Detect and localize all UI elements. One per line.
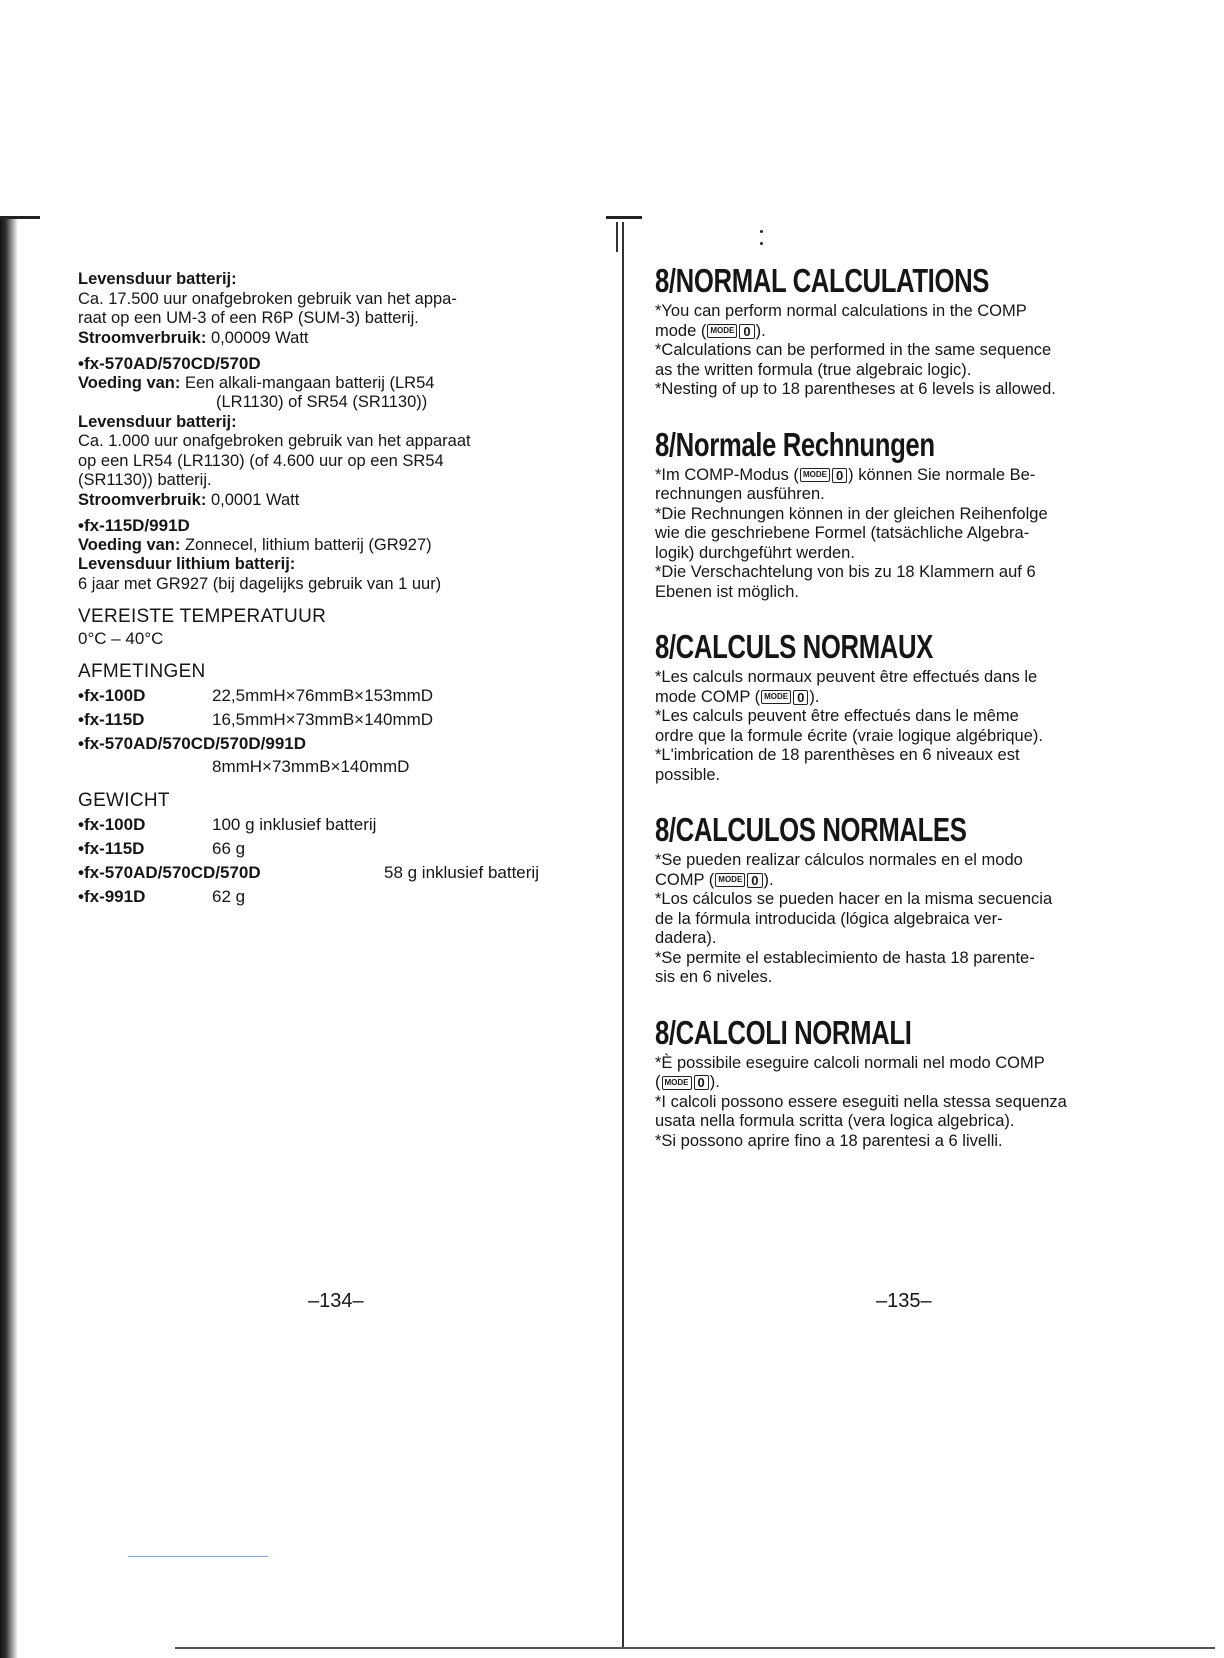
- section-title: 8/Normale Rechnungen: [655, 425, 935, 463]
- dimension-row: •fx-115D 16,5mmH×73mmB×140mmD: [78, 710, 434, 729]
- weight-row: •fx-570AD/570CD/570D 58 g inklusief batterij: [78, 863, 539, 882]
- power-source-570-cont: (LR1130) of SR54 (SR1130)): [216, 393, 428, 411]
- list-item: *L'imbrication de 18 parenthèses en 6 niveaux est possible.: [655, 746, 1020, 784]
- list-item: *Calculations can be performed in the same sequence as the written formula (true algebraic logic).: [655, 341, 1052, 379]
- list-item: *I calcoli possono essere eseguiti nella stessa sequenza usata nella formula scritta (vera logica algebrica).: [655, 1092, 1067, 1130]
- mode-key-icon: MODE: [707, 324, 737, 338]
- dimensions-heading: AFMETINGEN: [78, 661, 206, 682]
- power-consumption-570: Stroomverbruik: 0,0001 Watt: [78, 490, 300, 509]
- list-item: *Les calculs peuvent être effectués dans le même ordre que la formule écrite (vraie logique algébrique).: [655, 707, 1043, 745]
- list-item: *Die Rechnungen können in der gleichen Reihenfolge wie die geschriebene Formel (tatsächliche Algebra- logik) durchgeführt werden.: [655, 504, 1048, 562]
- right-page: [655, 262, 1183, 1177]
- list-item: *You can perform normal calculations in the COMP mode ( MODE 0 ).: [655, 302, 1027, 340]
- scan-underline-mark: [128, 1556, 268, 1557]
- section-title: 8/NORMAL CALCULATIONS: [655, 262, 990, 299]
- power-consumption-100: Stroomverbruik: 0,00009 Watt: [78, 328, 309, 347]
- crop-mark-right: [606, 216, 642, 219]
- mode-key-icon: MODE: [761, 690, 791, 704]
- list-item: *Los cálculos se pueden hacer en la misma secuencia de la fórmula introducida (lógica algebraica ver- dadera).: [655, 890, 1053, 947]
- list-item: *È possibile eseguire calcoli normali nel modo COMP ( MODE 0 ).: [655, 1053, 1045, 1091]
- zero-key-icon: 0: [832, 468, 847, 483]
- section-italian: [655, 1014, 1183, 1152]
- battery-life-570-text: (SR1130)) batterij.: [78, 471, 212, 489]
- list-item: *Nesting of up to 18 parentheses at 6 levels is allowed.: [655, 380, 1056, 398]
- section-french: [655, 628, 1183, 785]
- temperature-value: 0°C – 40°C: [78, 629, 164, 648]
- crop-mark-left: [0, 216, 40, 219]
- zero-key-icon: 0: [739, 324, 754, 339]
- temperature-heading: VEREISTE TEMPERATUUR: [78, 606, 327, 627]
- zero-key-icon: 0: [694, 1075, 709, 1090]
- weight-row: •fx-115D 66 g: [78, 839, 246, 858]
- battery-life-570-text: op een LR54 (LR1130) (of 4.600 uur op een SR54: [78, 451, 444, 470]
- weight-heading: GEWICHT: [78, 790, 170, 811]
- battery-life-text: Ca. 17.500 uur onafgebroken gebruik van het appa-: [78, 289, 457, 308]
- battery-life-label-100: Levensduur batterij:: [78, 270, 237, 288]
- power-source-115: Voeding van: Zonnecel, lithium batterij (GR927): [78, 535, 432, 554]
- section-spanish: [655, 811, 1183, 988]
- section-title: 8/CALCOLI NORMALI: [655, 1013, 912, 1051]
- scan-speck: [760, 230, 763, 233]
- section-title: 8/CALCULOS NORMALES: [655, 811, 967, 848]
- zero-key-icon: 0: [747, 873, 762, 888]
- model-heading-570: •fx-570AD/570CD/570D: [78, 354, 261, 373]
- battery-life-text: raat op een UM-3 of een R6P (SUM-3) batterij.: [78, 309, 419, 327]
- list-item: *Im COMP-Modus ( MODE 0 ) können Sie normale Be- rechnungen ausführen.: [655, 465, 1036, 503]
- mode-key-icon: MODE: [800, 468, 830, 482]
- weight-row: •fx-991D 62 g: [78, 887, 246, 906]
- list-item: *Les calculs normaux peuvent être effectués dans le mode COMP ( MODE 0 ).: [655, 668, 1038, 706]
- battery-life-label-115: Levensduur lithium batterij:: [78, 555, 296, 573]
- model-heading-115: •fx-115D/991D: [78, 516, 190, 535]
- section-title: 8/CALCULS NORMAUX: [655, 628, 933, 665]
- battery-life-570-text: Ca. 1.000 uur onafgebroken gebruik van het apparaat: [78, 432, 471, 450]
- list-item: *Si possono aprire fino a 18 parentesi a 6 livelli.: [655, 1131, 1003, 1150]
- list-item: *Se permite el establecimiento de hasta 18 parente- sis en 6 niveles.: [655, 948, 1035, 986]
- battery-life-115-text: 6 jaar met GR927 (bij dagelijks gebruik van 1 uur): [78, 574, 442, 593]
- dimension-row: •fx-100D 22,5mmH×76mmB×153mmD: [78, 686, 434, 705]
- list-item: *Se pueden realizar cálculos normales en el modo COMP ( MODE 0 ).: [655, 851, 1023, 889]
- scan-binding-edge: [0, 218, 18, 1658]
- left-page: [78, 270, 598, 909]
- page-bottom-rule: [175, 1647, 1215, 1649]
- section-english: [655, 262, 1183, 400]
- mode-key-icon: MODE: [715, 873, 745, 887]
- mode-key-icon: MODE: [662, 1076, 692, 1090]
- page-number-left: –134–: [308, 1290, 364, 1312]
- zero-key-icon: 0: [793, 690, 808, 705]
- page-number-right: –135–: [876, 1290, 932, 1312]
- section-german: [655, 426, 1183, 603]
- page-gutter-divider: [622, 222, 624, 1647]
- scan-speck: [760, 242, 763, 245]
- dimension-row: •fx-570AD/570CD/570D/991D: [78, 734, 307, 753]
- power-source-570: Voeding van: Een alkali-mangaan batterij (LR54: [78, 373, 435, 392]
- dimension-value-570: 8mmH×73mmB×140mmD: [212, 757, 410, 776]
- battery-life-label-570: Levensduur batterij:: [78, 412, 237, 431]
- weight-row: •fx-100D 100 g inklusief batterij: [78, 815, 377, 834]
- list-item: *Die Verschachtelung von bis zu 18 Klammern auf 6 Ebenen ist möglich.: [655, 563, 1036, 601]
